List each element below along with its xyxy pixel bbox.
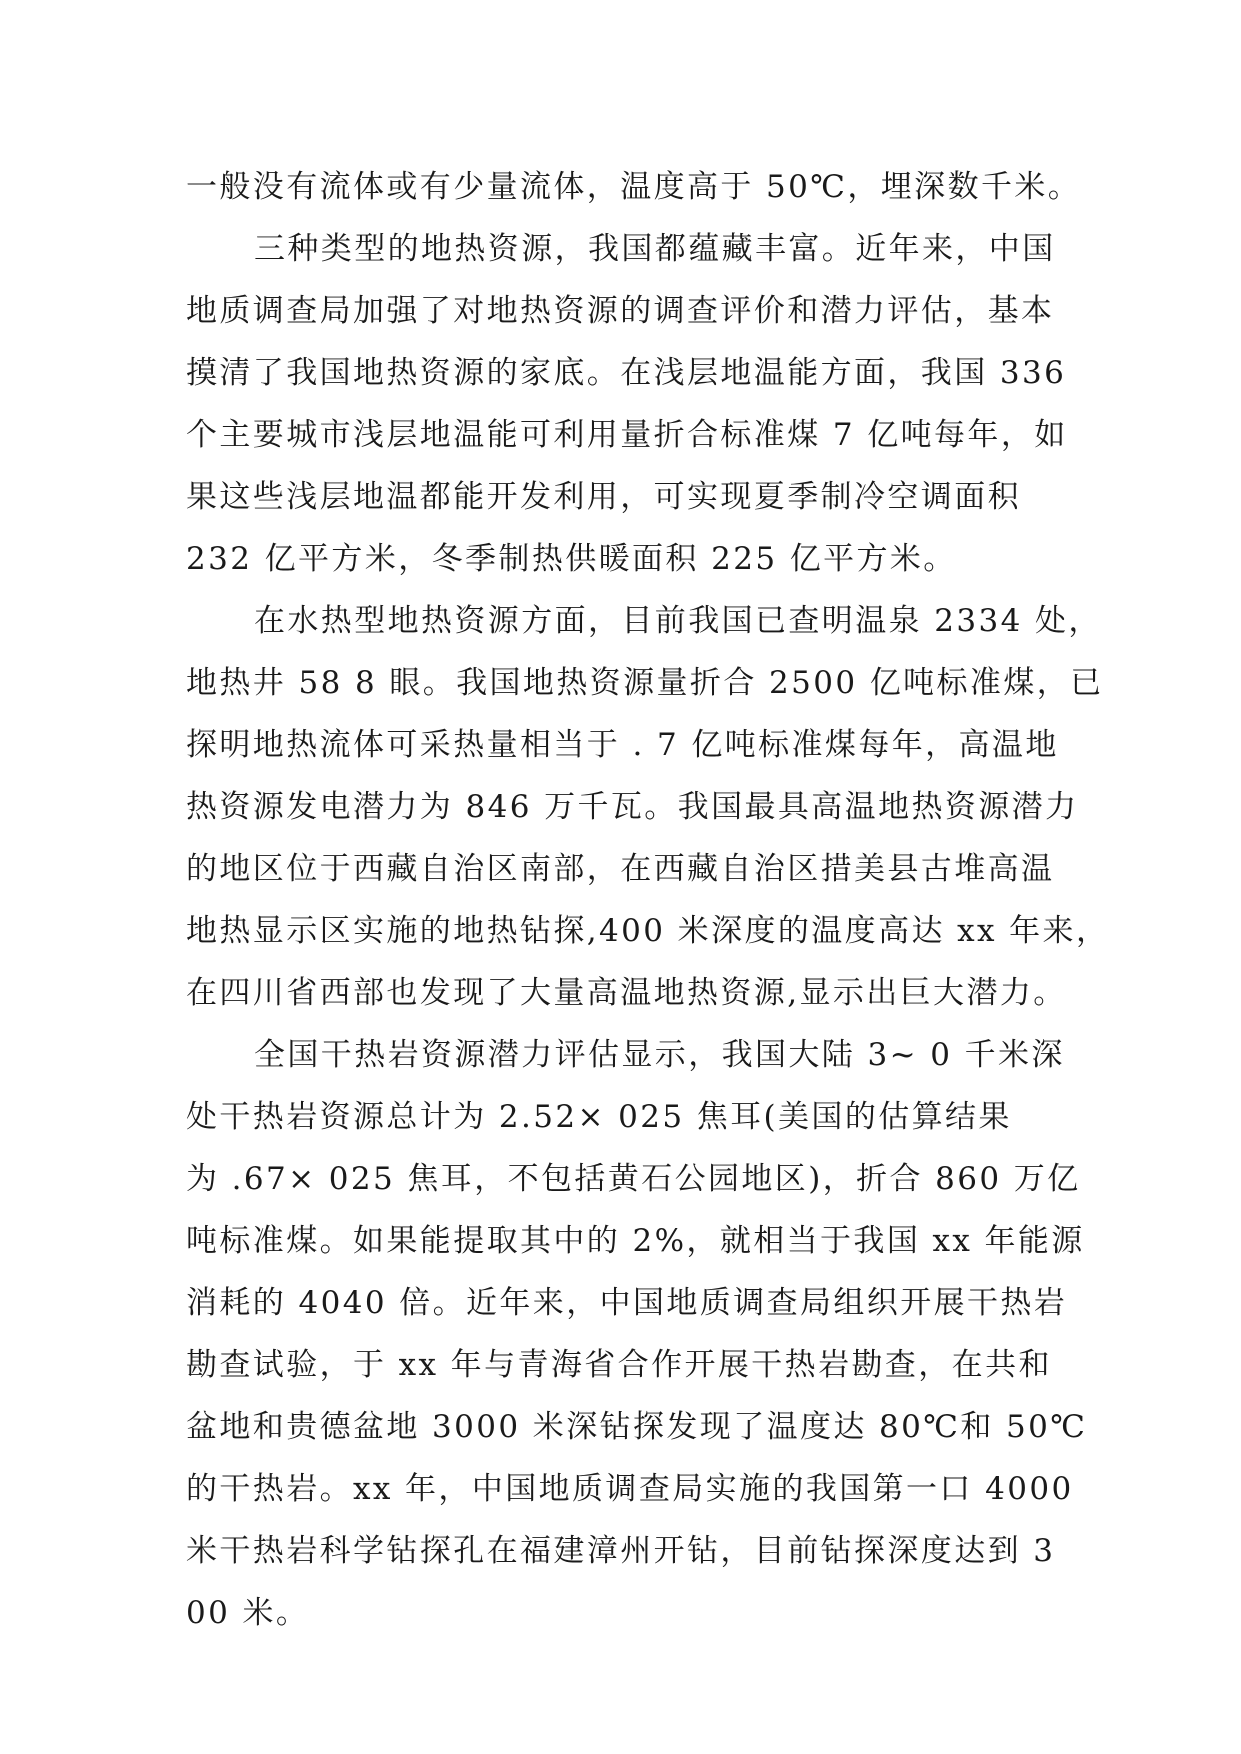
text-line: 果这些浅层地温都能开发利用，可实现夏季制冷空调面积	[186, 479, 1021, 515]
text-line: 吨标准煤。如果能提取其中的 2%，就相当于我国 xx 年能源	[186, 1223, 1085, 1259]
text-line: 地热井 58 8 眼。我国地热资源量折合 2500 亿吨标准煤，已	[186, 665, 1104, 701]
paragraph-start-line: 三种类型的地热资源，我国都蕴藏丰富。近年来，中国	[254, 231, 1056, 267]
text-line: 消耗的 4040 倍。近年来，中国地质调查局组织开展干热岩	[186, 1285, 1068, 1321]
text-line: 232 亿平方米，冬季制热供暖面积 225 亿平方米。	[186, 541, 957, 577]
text-line: 在四川省西部也发现了大量高温地热资源,显示出巨大潜力。	[186, 975, 1067, 1011]
paragraph-start-line: 全国干热岩资源潜力评估显示，我国大陆 3~ 0 千米深	[254, 1037, 1065, 1073]
text-line: 勘查试验，于 xx 年与青海省合作开展干热岩勘查，在共和	[186, 1347, 1052, 1383]
text-line: 米干热岩科学钻探孔在福建漳州开钻，目前钻探深度达到 3	[186, 1533, 1056, 1569]
text-line: 的干热岩。xx 年，中国地质调查局实施的我国第一口 4000	[186, 1471, 1074, 1507]
text-line: 为 .67× 025 焦耳，不包括黄石公园地区)，折合 860 万亿	[186, 1161, 1081, 1197]
text-line: 热资源发电潜力为 846 万千瓦。我国最具高温地热资源潜力	[186, 789, 1079, 825]
text-line: 00 米。	[186, 1595, 310, 1631]
document-body	[186, 156, 1110, 1644]
text-line: 摸清了我国地热资源的家底。在浅层地温能方面，我国 336	[186, 355, 1067, 391]
paragraph-start-line: 在水热型地热资源方面，目前我国已查明温泉 2334 处，	[254, 603, 1102, 639]
text-line: 个主要城市浅层地温能可利用量折合标准煤 7 亿吨每年，如	[186, 417, 1068, 453]
text-line: 探明地热流体可采热量相当于 . 7 亿吨标准煤每年，高温地	[186, 727, 1059, 763]
text-line: 地热显示区实施的地热钻探,400 米深度的温度高达 xx 年来，	[186, 913, 1110, 949]
text-line: 处干热岩资源总计为 2.52× 025 焦耳(美国的估算结果	[186, 1099, 1012, 1135]
text-line: 一般没有流体或有少量流体，温度高于 50℃，埋深数千米。	[186, 169, 1082, 205]
text-line: 的地区位于西藏自治区南部，在西藏自治区措美县古堆高温	[186, 851, 1055, 887]
text-line: 盆地和贵德盆地 3000 米深钻探发现了温度达 80℃和 50℃	[186, 1409, 1088, 1445]
text-line: 地质调查局加强了对地热资源的调查评价和潜力评估，基本	[186, 293, 1055, 329]
